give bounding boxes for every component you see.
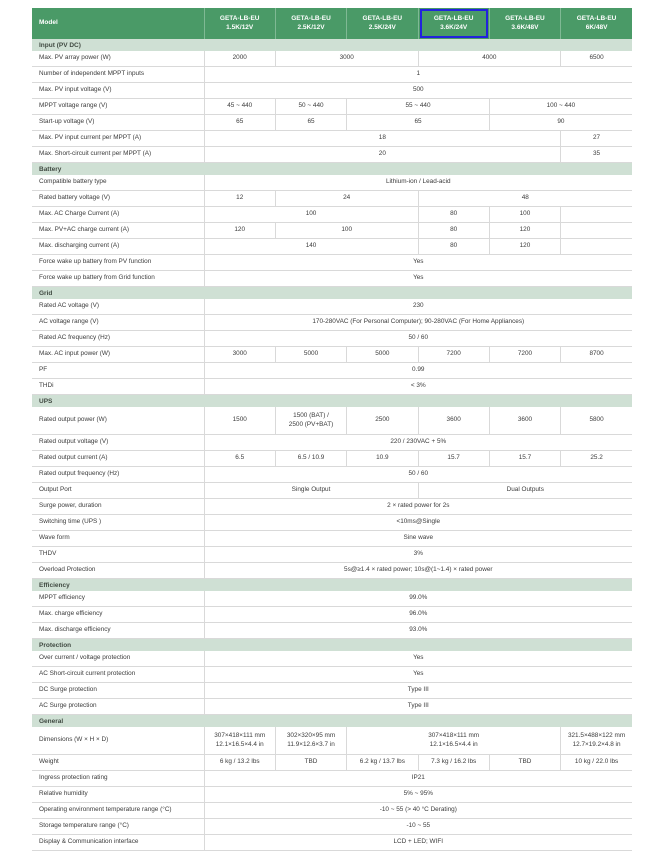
spec-value-line: 11.9×12.6×3.7 in xyxy=(287,740,335,748)
spec-row-label: Max. discharge efficiency xyxy=(32,623,204,639)
spec-row-label: Max. charge efficiency xyxy=(32,607,204,623)
section-header-filler xyxy=(204,39,632,51)
spec-row xyxy=(32,755,632,771)
spec-value-cell: Yes xyxy=(204,651,632,667)
spec-row xyxy=(32,147,632,163)
model-brand: GETA-LB-EU xyxy=(362,14,403,22)
spec-value-cell: 80 xyxy=(418,223,489,239)
spec-value-cell: 120 xyxy=(489,223,560,239)
spec-row xyxy=(32,99,632,115)
spec-value-cell: 15.7 xyxy=(418,451,489,467)
spec-row-label: Dimensions (W × H × D) xyxy=(32,727,204,755)
spec-value-cell: 6.5 / 10.9 xyxy=(275,451,346,467)
spec-row xyxy=(32,435,632,451)
spec-value-line: 307×418×111 mm xyxy=(428,732,480,740)
spec-row-label: MPPT efficiency xyxy=(32,591,204,607)
spec-value-cell: 1 xyxy=(204,67,632,83)
spec-value-cell: 45 ~ 440 xyxy=(204,99,275,115)
model-column-header-6[interactable] xyxy=(561,8,632,39)
spec-row-label: Surge power, duration xyxy=(32,499,204,515)
spec-row xyxy=(32,771,632,787)
spec-value-cell: 80 xyxy=(418,239,489,255)
spec-value-cell: 5000 xyxy=(275,347,346,363)
spec-value-cell: 5800 xyxy=(561,407,632,435)
spec-value-line: 12.7×19.2×4.8 in xyxy=(572,740,621,748)
spec-value-cell: Type III xyxy=(204,683,632,699)
section-header-filler xyxy=(204,163,632,176)
spec-value-cell xyxy=(347,727,561,755)
spec-value-cell: 24 xyxy=(275,191,418,207)
spec-row-label: AC Surge protection xyxy=(32,699,204,715)
spec-row-label: Switching time (UPS ) xyxy=(32,515,204,531)
spec-row-label: Compatible battery type xyxy=(32,175,204,191)
section-title: Battery xyxy=(32,163,204,176)
spec-value-cell: 35 xyxy=(561,147,632,163)
product-specification-table xyxy=(32,8,632,851)
spec-value-cell xyxy=(561,239,632,255)
spec-value-line: 302×320×95 mm xyxy=(286,732,336,740)
spec-row-label: Weight xyxy=(32,755,204,771)
spec-row xyxy=(32,467,632,483)
spec-row-label: Rated output power (W) xyxy=(32,407,204,435)
section-header-filler xyxy=(204,715,632,728)
spec-row-label: Max. PV input current per MPPT (A) xyxy=(32,131,204,147)
spec-row xyxy=(32,175,632,191)
spec-row xyxy=(32,787,632,803)
spec-row-label: AC voltage range (V) xyxy=(32,315,204,331)
spec-value-cell: 230 xyxy=(204,299,632,315)
spec-value-cell: 10 kg / 22.0 lbs xyxy=(561,755,632,771)
model-brand: GETA-LB-EU xyxy=(433,14,474,22)
spec-row xyxy=(32,255,632,271)
spec-value-cell: -10 ~ 55 xyxy=(204,819,632,835)
spec-row xyxy=(32,515,632,531)
spec-row xyxy=(32,667,632,683)
spec-row-label: Rated AC voltage (V) xyxy=(32,299,204,315)
spec-value-cell xyxy=(561,207,632,223)
spec-row xyxy=(32,591,632,607)
model-variant: 2.5K/24V xyxy=(368,23,396,31)
spec-value-cell xyxy=(204,727,275,755)
spec-row xyxy=(32,623,632,639)
spec-value-cell: 7200 xyxy=(489,347,560,363)
model-column-header-2[interactable] xyxy=(275,8,346,39)
spec-value-line: 321.5×488×122 mm xyxy=(567,732,626,740)
spec-row-label: Rated AC frequency (Hz) xyxy=(32,331,204,347)
spec-value-cell: TBD xyxy=(275,755,346,771)
spec-row xyxy=(32,131,632,147)
spec-value-cell: 15.7 xyxy=(489,451,560,467)
spec-value-cell: 6.2 kg / 13.7 lbs xyxy=(347,755,418,771)
spec-value-cell: 65 xyxy=(347,115,490,131)
spec-row-label: Max. PV array power (W) xyxy=(32,51,204,67)
section-title: Protection xyxy=(32,639,204,652)
spec-row-label: Storage temperature range (°C) xyxy=(32,819,204,835)
section-title: Grid xyxy=(32,287,204,300)
spec-row xyxy=(32,835,632,851)
spec-row xyxy=(32,191,632,207)
table-header xyxy=(32,8,632,39)
spec-row xyxy=(32,547,632,563)
spec-value-cell: 80 xyxy=(418,207,489,223)
spec-value-cell: < 3% xyxy=(204,379,632,395)
spec-value-cell: 99.0% xyxy=(204,591,632,607)
spec-value-cell: 50 ~ 440 xyxy=(275,99,346,115)
spec-value-cell: Type III xyxy=(204,699,632,715)
spec-row-label: Start-up voltage (V) xyxy=(32,115,204,131)
spec-row xyxy=(32,239,632,255)
spec-row-label: Number of independent MPPT inputs xyxy=(32,67,204,83)
table-body xyxy=(32,39,632,851)
spec-value-cell: Lithium-ion / Lead-acid xyxy=(204,175,632,191)
spec-row xyxy=(32,699,632,715)
section-header-filler xyxy=(204,579,632,592)
spec-value-cell: 120 xyxy=(489,239,560,255)
spec-row-label: Force wake up battery from Grid function xyxy=(32,271,204,287)
section-title: UPS xyxy=(32,395,204,408)
spec-value-cell: Yes xyxy=(204,255,632,271)
spec-value-cell: Yes xyxy=(204,271,632,287)
spec-value-cell: Single Output xyxy=(204,483,418,499)
spec-value-cell: 140 xyxy=(204,239,418,255)
spec-row xyxy=(32,115,632,131)
spec-value-cell: 2 × rated power for 2s xyxy=(204,499,632,515)
spec-value-cell: 3600 xyxy=(418,407,489,435)
spec-value-cell: <10ms@Single xyxy=(204,515,632,531)
spec-row-label: Display & Communication interface xyxy=(32,835,204,851)
spec-value-cell: 50 / 60 xyxy=(204,467,632,483)
model-column-header-5[interactable] xyxy=(489,8,560,39)
spec-row xyxy=(32,451,632,467)
model-variant: 2.5K/12V xyxy=(297,23,325,31)
spec-value-cell: 7.3 kg / 16.2 lbs xyxy=(418,755,489,771)
spec-value-cell: 500 xyxy=(204,83,632,99)
spec-row-label: Max. AC Charge Current (A) xyxy=(32,207,204,223)
model-brand: GETA-LB-EU xyxy=(576,14,617,22)
spec-value-cell: 3000 xyxy=(204,347,275,363)
spec-row-label: Over current / voltage protection xyxy=(32,651,204,667)
section-header-row xyxy=(32,639,632,652)
spec-value-cell: 100 xyxy=(275,223,418,239)
spec-value-cell: 18 xyxy=(204,131,561,147)
spec-value-cell: 100 ~ 440 xyxy=(489,99,632,115)
spec-row-label: AC Short-circuit current protection xyxy=(32,667,204,683)
spec-row xyxy=(32,271,632,287)
section-header-filler xyxy=(204,395,632,408)
spec-row xyxy=(32,379,632,395)
spec-value-cell: 8700 xyxy=(561,347,632,363)
spec-value-cell: 90 xyxy=(489,115,632,131)
spec-row-label: Operating environment temperature range (°C) xyxy=(32,803,204,819)
spec-value-cell: 2000 xyxy=(204,51,275,67)
spec-row-label: Output Port xyxy=(32,483,204,499)
spec-row xyxy=(32,819,632,835)
spec-row-label: Rated output current (A) xyxy=(32,451,204,467)
spec-value-cell: 6 kg / 13.2 lbs xyxy=(204,755,275,771)
spec-row xyxy=(32,607,632,623)
spec-value-cell: 25.2 xyxy=(561,451,632,467)
spec-row-label: DC Surge protection xyxy=(32,683,204,699)
model-column-header-1[interactable] xyxy=(204,8,275,39)
section-header-filler xyxy=(204,639,632,652)
spec-row-label: Max. PV+AC charge current (A) xyxy=(32,223,204,239)
spec-row-label: Rated output frequency (Hz) xyxy=(32,467,204,483)
spec-value-cell: 3600 xyxy=(489,407,560,435)
spec-row-label: Max. PV input voltage (V) xyxy=(32,83,204,99)
spec-value-cell: 6.5 xyxy=(204,451,275,467)
spec-value-cell: 100 xyxy=(489,207,560,223)
spec-value-cell: 65 xyxy=(204,115,275,131)
spec-value-line: 307×418×111 mm xyxy=(214,732,266,740)
spec-value-cell: LCD + LED; WIFI xyxy=(204,835,632,851)
model-header-label: Model xyxy=(32,8,204,39)
spec-row xyxy=(32,331,632,347)
spec-value-cell: 3000 xyxy=(275,51,418,67)
spec-value-cell: 96.0% xyxy=(204,607,632,623)
spec-row xyxy=(32,67,632,83)
spec-row xyxy=(32,207,632,223)
section-title: Input (PV DC) xyxy=(32,39,204,51)
spec-row-label: Rated battery voltage (V) xyxy=(32,191,204,207)
spec-value-cell: 120 xyxy=(204,223,275,239)
spec-value-cell: 93.0% xyxy=(204,623,632,639)
spec-value-cell xyxy=(275,407,346,435)
spec-value-cell: 48 xyxy=(418,191,632,207)
spec-value-cell: 0.99 xyxy=(204,363,632,379)
spec-value-cell: 100 xyxy=(204,207,418,223)
spec-value-cell: TBD xyxy=(489,755,560,771)
spec-value-cell xyxy=(561,727,632,755)
spec-row xyxy=(32,83,632,99)
model-brand: GETA-LB-EU xyxy=(219,14,260,22)
spec-row-label: Max. AC input power (W) xyxy=(32,347,204,363)
spec-row-label: Max. Short-circuit current per MPPT (A) xyxy=(32,147,204,163)
spec-row-label: Force wake up battery from PV function xyxy=(32,255,204,271)
spec-value-line: 12.1×16.5×4.4 in xyxy=(215,740,264,748)
spec-row xyxy=(32,683,632,699)
spec-row xyxy=(32,223,632,239)
spec-value-cell: 20 xyxy=(204,147,561,163)
model-variant: 3.6K/48V xyxy=(511,23,539,31)
model-variant: 6K/48V xyxy=(585,23,608,31)
model-brand: GETA-LB-EU xyxy=(505,14,545,22)
spec-row-label: MPPT voltage range (V) xyxy=(32,99,204,115)
section-header-filler xyxy=(204,287,632,300)
spec-row xyxy=(32,51,632,67)
spec-value-cell xyxy=(561,223,632,239)
spec-row-label: Ingress protection rating xyxy=(32,771,204,787)
spec-value-cell: 220 / 230VAC + 5% xyxy=(204,435,632,451)
spec-value-cell: -10 ~ 55 (> 40 °C Derating) xyxy=(204,803,632,819)
spec-row xyxy=(32,407,632,435)
section-header-row xyxy=(32,287,632,300)
spec-row-label: THDV xyxy=(32,547,204,563)
spec-value-cell: 55 ~ 440 xyxy=(347,99,490,115)
spec-value-cell: 12 xyxy=(204,191,275,207)
spec-value-cell: 5s@≥1.4 × rated power; 10s@(1~1.4) × rated power xyxy=(204,563,632,579)
section-title: Efficiency xyxy=(32,579,204,592)
spec-row xyxy=(32,531,632,547)
spec-row xyxy=(32,727,632,755)
spec-value-cell: 10.9 xyxy=(347,451,418,467)
spec-value-cell: 4000 xyxy=(418,51,561,67)
spec-value-cell: Dual Outputs xyxy=(418,483,632,499)
model-variant: 1.5K/12V xyxy=(226,23,254,31)
spec-row xyxy=(32,347,632,363)
model-brand: GETA-LB-EU xyxy=(291,14,331,22)
spec-row xyxy=(32,499,632,515)
spec-value-cell: Yes xyxy=(204,667,632,683)
section-header-row xyxy=(32,163,632,176)
spec-row-label: Max. discharging current (A) xyxy=(32,239,204,255)
spec-value-line: 12.1×16.5×4.4 in xyxy=(429,740,478,748)
model-column-header-4[interactable] xyxy=(418,8,489,39)
spec-value-cell: IP21 xyxy=(204,771,632,787)
spec-value-cell xyxy=(275,727,346,755)
spec-row-label: THDi xyxy=(32,379,204,395)
spec-row xyxy=(32,299,632,315)
section-header-row xyxy=(32,715,632,728)
spec-row-label: Wave form xyxy=(32,531,204,547)
spec-row xyxy=(32,483,632,499)
section-title: General xyxy=(32,715,204,728)
spec-row xyxy=(32,363,632,379)
model-variant: 3.6K/24V xyxy=(440,23,468,31)
spec-value-cell: 1500 xyxy=(204,407,275,435)
model-column-header-3[interactable] xyxy=(347,8,418,39)
spec-value-cell: 65 xyxy=(275,115,346,131)
spec-value-cell: 3% xyxy=(204,547,632,563)
spec-value-cell: 50 / 60 xyxy=(204,331,632,347)
spec-row-label: Relative humidity xyxy=(32,787,204,803)
section-header-row xyxy=(32,579,632,592)
section-header-row xyxy=(32,395,632,408)
model-header-row xyxy=(32,8,632,39)
spec-row xyxy=(32,315,632,331)
spec-value-cell: Sine wave xyxy=(204,531,632,547)
spec-row xyxy=(32,651,632,667)
spec-value-cell: 5% ~ 95% xyxy=(204,787,632,803)
spec-row xyxy=(32,563,632,579)
spec-row-label: Rated output voltage (V) xyxy=(32,435,204,451)
spec-value-line: 2500 (PV+BAT) xyxy=(288,420,334,428)
spec-value-cell: 170-280VAC (For Personal Computer); 90-280VAC (For Home Appliances) xyxy=(204,315,632,331)
spec-value-cell: 6500 xyxy=(561,51,632,67)
spec-value-cell: 7200 xyxy=(418,347,489,363)
spec-row xyxy=(32,803,632,819)
spec-value-line: 1500 (BAT) / xyxy=(293,412,329,420)
spec-row-label: PF xyxy=(32,363,204,379)
spec-value-cell: 27 xyxy=(561,131,632,147)
spec-value-cell: 5000 xyxy=(347,347,418,363)
spec-row-label: Overload Protection xyxy=(32,563,204,579)
spec-value-cell: 2500 xyxy=(347,407,418,435)
section-header-row xyxy=(32,39,632,51)
